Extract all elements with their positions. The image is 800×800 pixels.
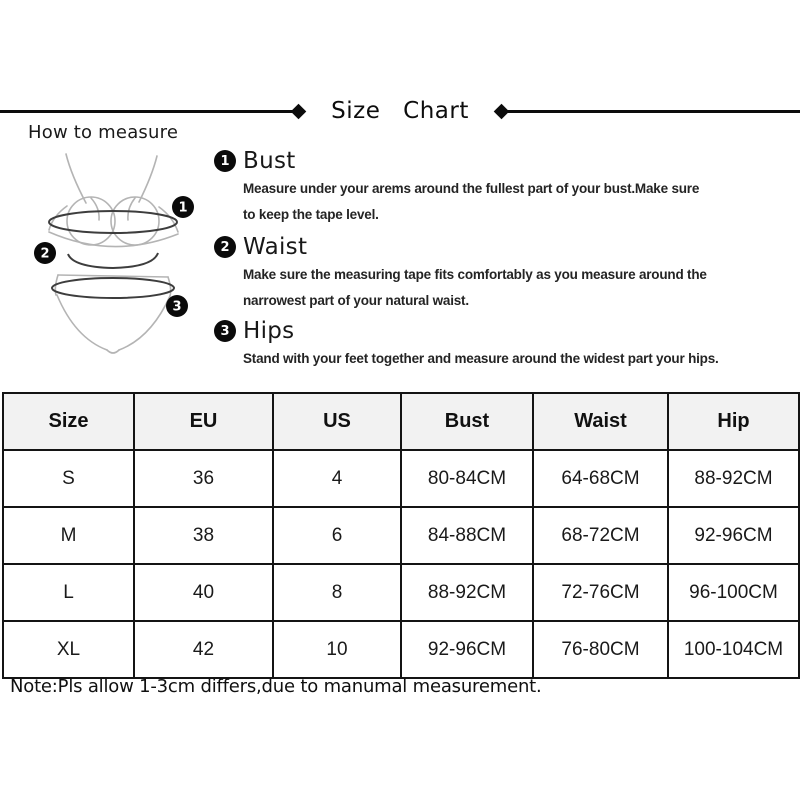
measure-section-waist <box>214 233 792 314</box>
table-header-row <box>3 393 799 450</box>
section-instructions <box>243 176 792 228</box>
section-heading <box>214 233 792 261</box>
table-cell: 42 <box>134 621 273 678</box>
badge-number: 2 <box>40 246 50 262</box>
section-number-badge: 3 <box>214 320 236 342</box>
column-header: Waist <box>533 393 668 450</box>
instruction-line: Measure under your arems around the fullest part of your bust.Make sure <box>243 181 700 196</box>
figure-badge-1 <box>172 196 194 218</box>
table-cell: M <box>3 507 134 564</box>
table-cell: 96-100CM <box>668 564 799 621</box>
how-to-measure-heading: How to measure <box>28 122 179 143</box>
instruction-line: to keep the tape level. <box>243 207 379 222</box>
diamond-icon <box>494 103 510 119</box>
bikini-strap-right <box>139 156 157 202</box>
table-cell: 88-92CM <box>668 450 799 507</box>
cup-seam-left <box>91 198 99 220</box>
table-cell: 72-76CM <box>533 564 668 621</box>
table-cell: 4 <box>273 450 401 507</box>
instruction-line: Stand with your feet together and measure around the widest part your hips. <box>243 351 719 366</box>
table-cell: 38 <box>134 507 273 564</box>
bikini-cup-right <box>111 197 159 245</box>
instruction-line: Make sure the measuring tape fits comfortably as you measure around the <box>243 267 707 282</box>
bikini-underband <box>49 232 178 247</box>
bikini-bottom-crotch <box>107 350 119 353</box>
table-cell: 36 <box>134 450 273 507</box>
table-cell: 80-84CM <box>401 450 533 507</box>
bikini-bottom-top-edge <box>58 275 168 277</box>
table-cell: 92-96CM <box>401 621 533 678</box>
section-heading <box>214 317 792 345</box>
page-title: Size Chart <box>331 98 469 124</box>
figure-badge-2 <box>34 242 56 264</box>
bikini-cup-left <box>67 197 115 245</box>
table-row <box>3 450 799 507</box>
table-cell: 40 <box>134 564 273 621</box>
badge-number: 1 <box>178 200 188 216</box>
table-cell: 88-92CM <box>401 564 533 621</box>
column-header: Hip <box>668 393 799 450</box>
table-cell: 64-68CM <box>533 450 668 507</box>
section-title: Waist <box>243 234 308 260</box>
measurement-note: Note:Pls allow 1-3cm differs,due to manumal measurement. <box>10 676 542 697</box>
section-instructions <box>243 262 792 314</box>
table-cell: XL <box>3 621 134 678</box>
size-table-body <box>3 450 799 678</box>
section-number-badge: 2 <box>214 236 236 258</box>
table-row <box>3 507 799 564</box>
bikini-bottom-leg-left <box>57 295 107 350</box>
table-row <box>3 564 799 621</box>
column-header: Bust <box>401 393 533 450</box>
section-instructions <box>243 346 792 372</box>
column-header: US <box>273 393 401 450</box>
column-header: Size <box>3 393 134 450</box>
table-cell: 76-80CM <box>533 621 668 678</box>
hip-tape-line <box>52 278 174 298</box>
bikini-strap-left <box>66 154 86 203</box>
waist-tape-line <box>68 253 158 268</box>
header-rule-left <box>0 110 293 113</box>
instruction-line: narrowest part of your natural waist. <box>243 293 469 308</box>
section-title: Hips <box>243 318 295 344</box>
table-cell: 92-96CM <box>668 507 799 564</box>
badge-number: 3 <box>172 299 182 315</box>
section-number-badge: 1 <box>214 150 236 172</box>
table-cell: S <box>3 450 134 507</box>
bikini-measure-diagram <box>15 148 210 366</box>
section-heading <box>214 147 792 175</box>
table-cell: 68-72CM <box>533 507 668 564</box>
size-table-head <box>3 393 799 450</box>
table-cell: L <box>3 564 134 621</box>
table-cell: 100-104CM <box>668 621 799 678</box>
bikini-bottom-leg-right <box>119 296 170 350</box>
figure-badge-3 <box>166 295 188 317</box>
table-cell: 84-88CM <box>401 507 533 564</box>
table-row <box>3 621 799 678</box>
diamond-icon <box>291 103 307 119</box>
cup-seam-right <box>128 198 135 220</box>
measure-section-bust <box>214 147 792 228</box>
table-cell: 10 <box>273 621 401 678</box>
header-rule-right <box>507 110 800 113</box>
section-title: Bust <box>243 148 296 174</box>
table-cell: 8 <box>273 564 401 621</box>
size-table <box>2 392 800 679</box>
measure-section-hips <box>214 317 792 372</box>
column-header: EU <box>134 393 273 450</box>
table-cell: 6 <box>273 507 401 564</box>
